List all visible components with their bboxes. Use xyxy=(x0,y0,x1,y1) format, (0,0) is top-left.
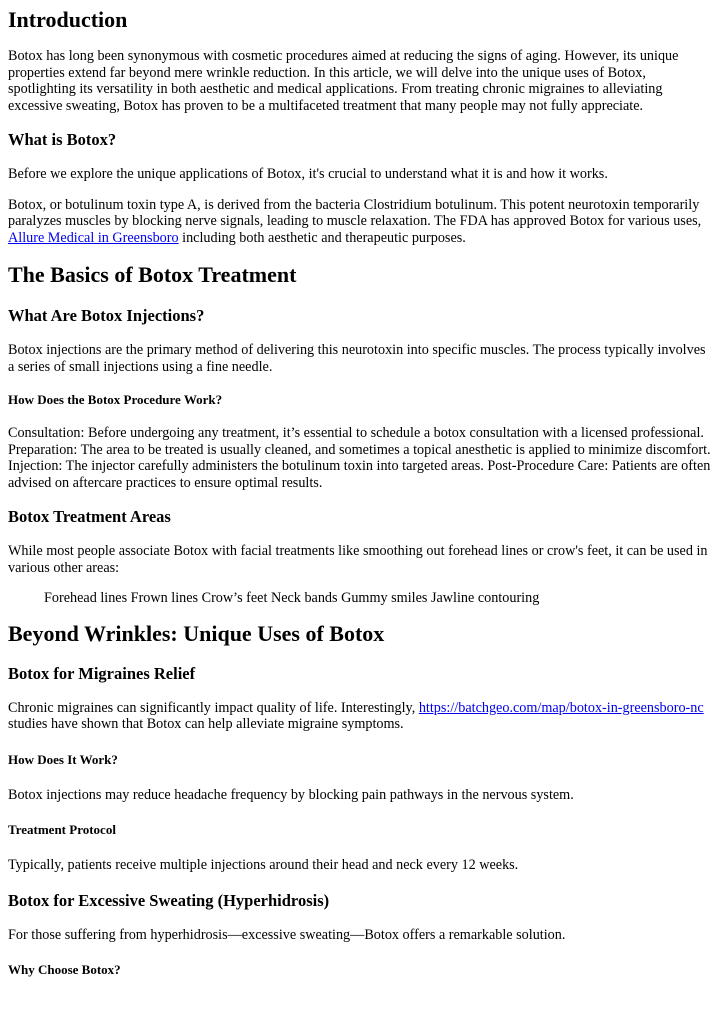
treatment-protocol-heading: Treatment Protocol xyxy=(8,822,116,837)
intro-heading: Introduction xyxy=(8,7,128,32)
treatment-protocol-paragraph: Typically, patients receive multiple injections around their head and neck every 12 weeks. xyxy=(8,857,519,873)
batchgeo-link[interactable]: https://batchgeo.com/map/botox-in-greensboro-nc xyxy=(418,699,704,716)
injections-heading: What Are Botox Injections? xyxy=(8,306,205,325)
procedure-paragraph: Consultation: Before undergoing any treatment, it’s essential to schedule a botox consultation with a licensed professional. Preparation: The area to be treated is usually cleaned, and sometimes a topical anesthetic is applied to minimize discomfort. Injection: The injector carefully administers the botulinum toxin into targeted areas. Post-Procedure Care: Patients are often advised on aftercare practices to ensure optimal results. xyxy=(8,425,711,491)
injections-paragraph: Botox injections are the primary method of delivering this neurotoxin into specific muscles. The process typically involves a series of small injections using a fine needle. xyxy=(8,342,706,375)
what-is-botox-heading: What is Botox? xyxy=(8,130,117,149)
procedure-heading: How Does the Botox Procedure Work? xyxy=(8,392,223,407)
article xyxy=(0,7,720,978)
treatment-areas-heading: Botox Treatment Areas xyxy=(8,507,171,526)
basics-heading: The Basics of Botox Treatment xyxy=(8,262,297,287)
intro-paragraph: Botox has long been synonymous with cosmetic procedures aimed at reducing the signs of aging. However, its unique properties extend far beyond mere wrinkle reduction. In this article, we will delve into the unique uses of Botox, spotlighting its versatility in both aesthetic and medical applications. From treating chronic migraines to alleviating excessive sweating, Botox has proven to be a multifaceted treatment that many people may not fully appreciate. xyxy=(8,48,679,114)
treatment-areas-list: Forehead lines Frown lines Crow’s feet Neck bands Gummy smiles Jawline contouring xyxy=(44,590,540,606)
allure-medical-link[interactable]: Allure Medical in Greensboro xyxy=(8,229,179,246)
migraine-heading: Botox for Migraines Relief xyxy=(8,663,196,683)
sweating-paragraph: For those suffering from hyperhidrosis—excessive sweating—Botox offers a remarkable solution. xyxy=(8,926,566,943)
how-does-it-work-heading: How Does It Work? xyxy=(8,751,118,767)
how-does-it-work-paragraph: Botox injections may reduce headache frequency by blocking pain pathways in the nervous system. xyxy=(8,786,574,803)
what-is-paragraph-2 xyxy=(8,197,712,247)
what-is-text-before-link: Botox, or botulinum toxin type A, is derived from the bacteria Clostridium botulinum. This potent neurotoxin temporarily paralyzes muscles by blocking nerve signals, leading to muscle relaxation. The FDA has approved Botox for various uses, xyxy=(8,196,702,229)
treatment-areas-paragraph: While most people associate Botox with facial treatments like smoothing out forehead lines or crow's feet, it can be used in various other areas: xyxy=(8,543,708,576)
migraine-paragraph xyxy=(8,700,712,733)
sweating-heading: Botox for Excessive Sweating (Hyperhidrosis) xyxy=(8,890,330,910)
migraine-text-before-link: Chronic migraines can significantly impact quality of life. Interestingly, xyxy=(8,699,419,716)
why-choose-botox-heading: Why Choose Botox? xyxy=(8,962,121,977)
migraine-text-after-link: studies have shown that Botox can help alleviate migraine symptoms. xyxy=(8,716,404,732)
what-is-paragraph-1: Before we explore the unique applications of Botox, it's crucial to understand what it is and how it works. xyxy=(8,166,608,182)
beyond-wrinkles-heading: Beyond Wrinkles: Unique Uses of Botox xyxy=(8,620,385,646)
what-is-text-after-link: including both aesthetic and therapeutic purposes. xyxy=(178,229,466,246)
